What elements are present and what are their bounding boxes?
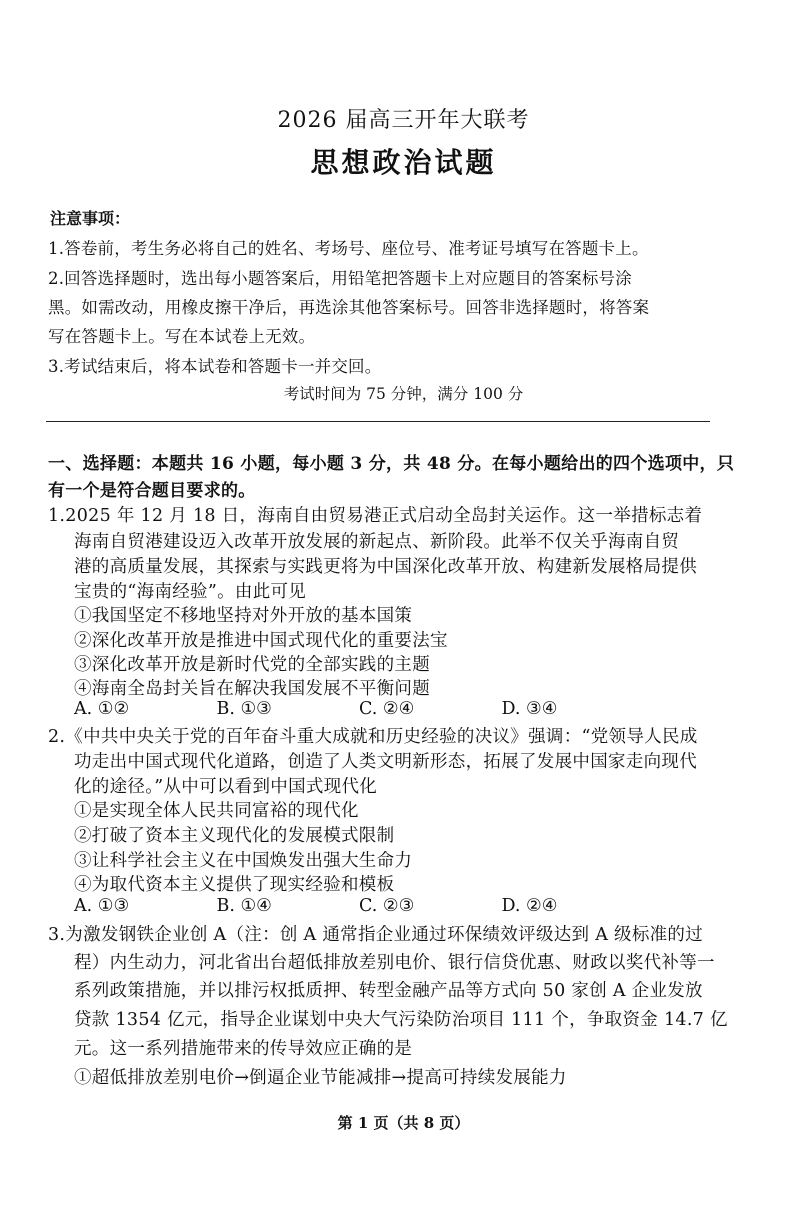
q2-options	[74, 896, 644, 916]
option-b: B. ①④	[216, 896, 272, 916]
notice-line: 2.回答选择题时，选出每小题答案后，用铅笔把答题卡上对应题目的答案标号涂	[48, 269, 632, 288]
exam-title: 2026 届高三开年大联考	[277, 108, 530, 133]
divider	[46, 421, 710, 422]
q2-item: ④为取代资本主义提供了现实经验和模板	[74, 875, 395, 895]
q2-stem: 2.《中共中央关于党的百年奋斗重大成就和历史经验的决议》强调：“党领导人民成	[48, 727, 698, 747]
option-b: B. ①③	[216, 699, 272, 719]
q2-stem: 功走出中国式现代化道路，创造了人类文明新形态，拓展了发展中国家走向现代	[74, 752, 697, 772]
subject-title: 思想政治试题	[310, 146, 497, 179]
q1-stem: 海南自贸港建设迈入改革开放发展的新起点、新阶段。此举不仅关乎海南自贸	[74, 532, 680, 552]
q3-item: ①超低排放差别电价→倒逼企业节能减排→提高可持续发展能力	[74, 1068, 567, 1088]
notice-line: 1.答卷前，考生务必将自己的姓名、考场号、座位号、准考证号填写在答题卡上。	[48, 239, 649, 258]
q2-stem: 化的途径。”从中可以看到中国式现代化	[74, 777, 378, 797]
option-d: D. ③④	[501, 699, 558, 719]
q1-options	[74, 699, 644, 719]
q1-stem: 宝贵的“海南经验”。由此可见	[74, 582, 307, 602]
option-d: D. ②④	[501, 896, 558, 916]
option-c: C. ②④	[359, 699, 415, 719]
q1-item: ①我国坚定不移地坚持对外开放的基本国策	[74, 606, 413, 626]
option-c: C. ②③	[359, 896, 415, 916]
q2-item: ①是实现全体人民共同富裕的现代化	[74, 801, 359, 821]
notice-line: 黑。如需改动，用橡皮擦干净后，再选涂其他答案标号。回答非选择题时，将答案	[48, 298, 650, 317]
q3-stem: 元。这一系列措施带来的传导效应正确的是	[74, 1039, 413, 1059]
q3-stem: 贷款 1354 亿元，指导企业谋划中央大气污染防治项目 111 个，争取资金 14.7 亿	[74, 1010, 728, 1030]
page-footer: 第 1 页（共 8 页）	[337, 1114, 470, 1132]
notice-line: 写在答题卡上。写在本试卷上无效。	[48, 327, 316, 346]
q1-item: ③深化改革开放是新时代党的全部实践的主题	[74, 655, 430, 675]
q3-stem: 系列政策措施，并以排污权抵质押、转型金融产品等方式向 50 家创 A 企业发放	[74, 981, 703, 1001]
q1-stem: 1.2025 年 12 月 18 日，海南自由贸易港正式启动全岛封关运作。这一举措标志着	[48, 506, 703, 526]
exam-time: 考试时间为 75 分钟，满分 100 分	[283, 385, 524, 403]
notice-heading: 注意事项：	[50, 209, 131, 228]
q1-stem: 港的高质量发展，其探索与实践更将为中国深化改革开放、构建新发展格局提供	[74, 557, 697, 577]
q1-item: ④海南全岛封关旨在解决我国发展不平衡问题	[74, 679, 430, 699]
notice-line: 3.考试结束后，将本试卷和答题卡一并交回。	[48, 357, 382, 376]
q3-stem: 程）内生动力，河北省出台超低排放差别电价、银行信贷优惠、财政以奖代补等一	[74, 953, 715, 973]
q2-item: ②打破了资本主义现代化的发展模式限制	[74, 826, 395, 846]
option-a: A. ①③	[74, 896, 130, 916]
section-heading: 有一个是符合题目要求的。	[48, 481, 256, 501]
q3-stem: 3.为激发钢铁企业创 A（注：创 A 通常指企业通过环保绩效评级达到 A 级标准的过	[48, 925, 704, 945]
q2-item: ③让科学社会主义在中国焕发出强大生命力	[74, 851, 413, 871]
section-heading: 一、选择题：本题共 16 小题，每小题 3 分，共 48 分。在每小题给出的四个选项中，只	[48, 454, 735, 474]
option-a: A. ①②	[74, 699, 130, 719]
q1-item: ②深化改革开放是推进中国式现代化的重要法宝	[74, 631, 448, 651]
